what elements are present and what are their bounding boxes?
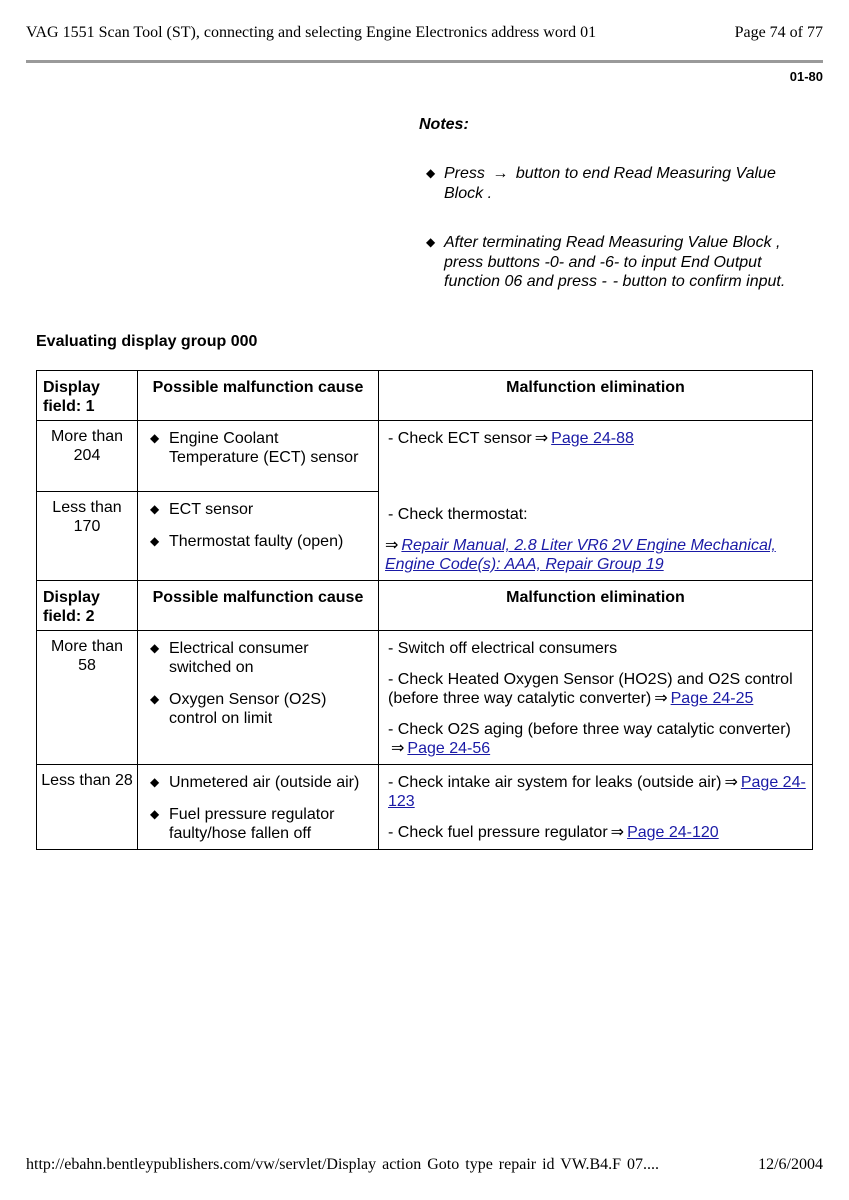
- cause-item: ◆ Engine Coolant Temperature (ECT) sensor: [150, 430, 359, 466]
- repair-manual-link[interactable]: Repair Manual, 2.8 Liter VR6 2V Engine Mechanical, Engine Code(s): AAA, Repair Group 19: [385, 537, 776, 573]
- table-row: [37, 631, 813, 765]
- elimination-item: - Check thermostat:: [388, 506, 528, 523]
- elimination-item: - Check Heated Oxygen Sensor (HO2S) and O2S control (before three way catalytic converter) ⇒ Page 24-25: [388, 671, 793, 707]
- double-arrow-icon: ⇒: [654, 690, 668, 707]
- double-arrow-icon: ⇒: [724, 774, 738, 791]
- note-item: [426, 233, 811, 292]
- page-number: Page 74 of 77: [734, 24, 823, 41]
- page-header-title: VAG 1551 Scan Tool (ST), connecting and selecting Engine Electronics address word 01: [26, 24, 597, 41]
- column-header-display-field: Display field: 1: [37, 371, 138, 421]
- cause-cell: [138, 765, 379, 850]
- elimination-item: - Check ECT sensor ⇒ Page 24-88: [388, 430, 634, 447]
- cause-item: ◆ Oxygen Sensor (O2S) control on limit: [150, 691, 327, 727]
- table-header-row: [37, 581, 813, 631]
- elimination-item: - Check intake air system for leaks (outside air) ⇒ Page 24-123: [388, 774, 806, 810]
- column-header-cause: Possible malfunction cause: [138, 581, 379, 631]
- footer-url: http://ebahn.bentleypublishers.com/vw/servlet/Display action Goto type repair id VW.B4.F 07....: [26, 1156, 660, 1173]
- diamond-bullet-icon: ◆: [150, 692, 160, 706]
- double-arrow-icon: ⇒: [610, 824, 625, 841]
- notes-heading: Notes:: [419, 116, 469, 133]
- footer-date: 12/6/2004: [758, 1156, 823, 1173]
- cause-cell: [138, 421, 379, 492]
- double-arrow-icon: ⇒: [391, 740, 405, 757]
- diamond-bullet-icon: ◆: [150, 502, 160, 517]
- right-arrow-icon: →: [492, 165, 509, 182]
- page-link[interactable]: Page 24-88: [551, 430, 634, 447]
- cause-item: ◆ ECT sensor: [150, 501, 254, 519]
- cause-item: ◆ Fuel pressure regulator faulty/hose fallen off: [150, 806, 335, 842]
- display-value: More than 204: [37, 421, 138, 492]
- column-header-elimination: Malfunction elimination: [379, 371, 813, 421]
- cause-item: ◆ Electrical consumer switched on: [150, 640, 309, 676]
- cause-item: ◆ Thermostat faulty (open): [150, 533, 344, 551]
- elimination-item: - Check O2S aging (before three way catalytic converter)⇒ Page 24-56: [388, 721, 791, 757]
- note-text: Press → button to end Read Measuring Value Block .: [444, 165, 776, 202]
- table-row: [37, 421, 813, 492]
- section-code: 01-80: [789, 69, 823, 84]
- elimination-cell: [379, 765, 813, 850]
- diamond-bullet-icon: ◆: [150, 534, 160, 549]
- note-text: After terminating Read Measuring Value Block , press buttons -0- and -6- to input End Output function 06 and press - - button to confirm input.: [444, 234, 786, 290]
- page-link[interactable]: Page 24-25: [670, 690, 754, 707]
- column-header-display-field: Display field: 2: [37, 581, 138, 631]
- diamond-bullet-icon: ◆: [150, 431, 160, 445]
- note-item: [426, 164, 811, 203]
- elimination-cell: [379, 421, 813, 581]
- malfunction-table: [36, 370, 813, 850]
- column-header-cause: Possible malfunction cause: [138, 371, 379, 421]
- diamond-bullet-icon: ◆: [150, 775, 160, 789]
- cause-item: ◆ Unmetered air (outside air): [150, 774, 360, 791]
- elimination-item: - Switch off electrical consumers: [388, 640, 618, 657]
- header-divider: [26, 60, 823, 63]
- page-link[interactable]: Page 24-123: [388, 774, 806, 810]
- diamond-bullet-icon: ◆: [426, 166, 436, 180]
- double-arrow-icon: ⇒: [534, 430, 549, 447]
- column-header-elimination: Malfunction elimination: [379, 581, 813, 631]
- cause-cell: [138, 492, 379, 581]
- diamond-bullet-icon: ◆: [426, 235, 436, 249]
- display-value: Less than 28: [37, 765, 138, 850]
- diamond-bullet-icon: ◆: [150, 807, 160, 821]
- elimination-item: - Check fuel pressure regulator ⇒ Page 24-120: [388, 824, 719, 841]
- elimination-cell: [379, 631, 813, 765]
- elimination-item: [385, 536, 806, 574]
- display-value: Less than 170: [37, 492, 138, 581]
- table-row: [37, 765, 813, 850]
- page-link[interactable]: Page 24-120: [627, 824, 719, 841]
- diamond-bullet-icon: ◆: [150, 641, 160, 655]
- page-link[interactable]: Page 24-56: [407, 740, 491, 757]
- table-header-row: [37, 371, 813, 421]
- double-arrow-icon: ⇒: [385, 537, 399, 554]
- cause-cell: [138, 631, 379, 765]
- evaluation-heading: Evaluating display group 000: [36, 333, 258, 350]
- display-value: More than 58: [37, 631, 138, 765]
